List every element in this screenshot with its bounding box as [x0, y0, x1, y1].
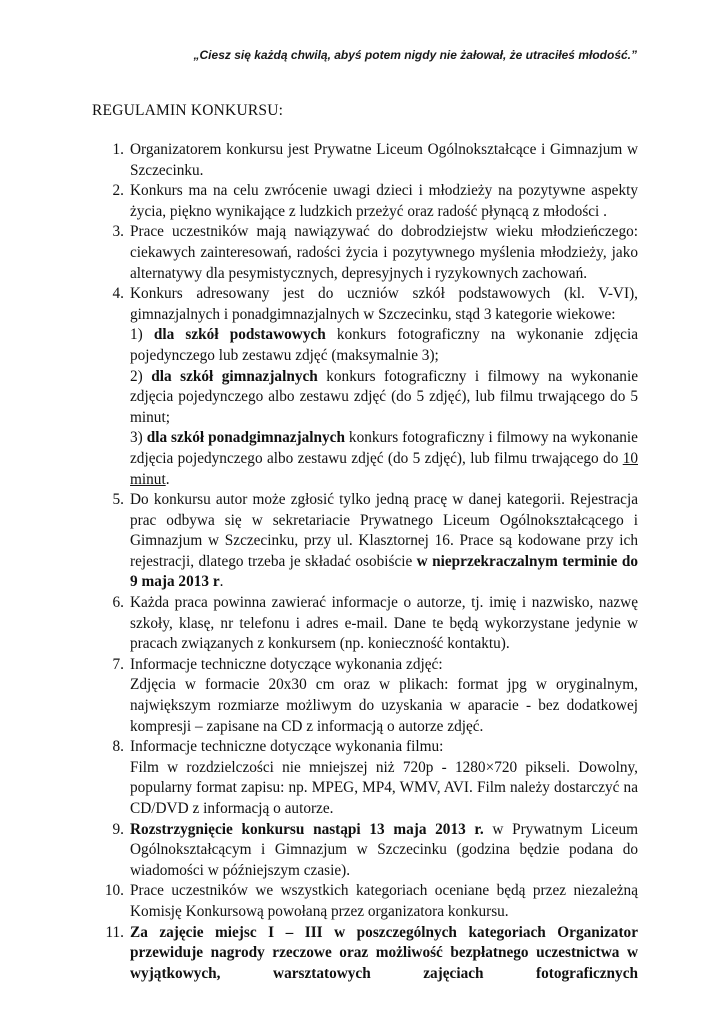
deadline-text: w nieprzekraczalnym terminie do 9 maja 2013 r: [130, 552, 638, 591]
rule-item-10: [92, 881, 638, 922]
category-name: dla szkół ponadgimnazjalnych: [146, 429, 345, 447]
prizes-text: Za zajęcie miejsc I – III w poszczególnych kategoriach Organizator przewiduje nagrody rzeczowe oraz możliwość bezpłatnego uczestnictwa w wyjątkowych, warsztatowych zajęciach fotograficznych: [130, 923, 638, 982]
rules-list: [92, 140, 638, 984]
rule-item-11: [92, 923, 638, 985]
rule-text: Każda praca powinna zawierać informacje o autorze, tj. imię i nazwisko, nazwę szkoły, klasę, nr telefonu i adres e-mail. Dane te będą wykorzystane jedynie w pracach związanych z konkursem (np. konieczność kontaktu).: [130, 594, 638, 653]
category-description: konkurs fotograficzny i filmowy na wykonanie zdjęcia pojedynczego albo zestawu zdjęć (do 5 zdjęć), lub filmu trwającego do 5 minut;: [130, 367, 638, 426]
rule-number: 4.: [112, 285, 124, 303]
rule-item-5: [92, 490, 638, 593]
page-title: REGULAMIN KONKURSU:: [92, 102, 284, 119]
rule-item-3: [92, 222, 638, 284]
rule-number: 3.: [112, 223, 124, 241]
rule-item-2: [92, 181, 638, 222]
category-primary: [130, 325, 638, 366]
category-name: dla szkół gimnazjalnych: [151, 367, 318, 385]
category-description: konkurs fotograficzny na wykonanie zdjęcia pojedynczego lub zestawu zdjęć (maksymalnie 3);: [130, 326, 638, 364]
category-end: .: [165, 470, 170, 488]
rule-item-4: [92, 284, 638, 490]
rule-number: 9.: [112, 820, 124, 838]
rule-number: 5.: [112, 491, 124, 509]
film-requirements: Film w rozdzielczości nie mniejszej niż 720p - 1280×720 pikseli. Dowolny, popularny format zapisu: np. MPEG, MP4, WMV, AVI. Film należy dostarczyć na CD/DVD z informacją o autorze.: [130, 758, 638, 817]
rule-text: Konkurs ma na celu zwrócenie uwagi dzieci i młodzieży na pozytywne aspekty życia, piękno wynikające z ludzkich przeżyć oraz radość płynącą z młodości .: [130, 182, 638, 220]
rule-item-7: [92, 655, 638, 737]
rule-text: Informacje techniczne dotyczące wykonania filmu:: [130, 738, 444, 756]
rule-item-8: [92, 737, 638, 819]
rule-number: 11.: [105, 923, 124, 941]
rule-number: 8.: [112, 738, 124, 756]
rule-text: Prace uczestników we wszystkich kategoriach oceniane będą przez niezależną Komisję Konkursową powołaną przez organizatora konkursu.: [130, 882, 638, 920]
category-index: 3): [130, 429, 147, 447]
category-high-school: [130, 428, 638, 490]
rule-end: .: [219, 573, 224, 591]
rule-number: 2.: [112, 182, 124, 200]
rule-number: 1.: [112, 141, 124, 158]
rule-text: Prace uczestników mają nawiązywać do dobrodziejstw wieku młodzieńczego: ciekawych zainteresowań, radości życia i pozytywnego myślenia młodzieży, jako alternatywy dla pesymistycznych, depresyjnych i ryzykownych zachowań.: [130, 223, 638, 282]
rule-text: [130, 923, 638, 985]
rule-body: Do konkursu autor może zgłosić tylko jedną pracę w danej kategorii. Rejestracja prac odbywa się w sekretariacie Prywatnego Liceum Ogólnokształcącego i Gimnazjum w Szczecinku, przy ul. Klasztornej 16. Prace są kodowane przy ich rejestracji, dlatego trzeba je składać osobiście: [130, 491, 638, 570]
rule-text: [130, 490, 638, 593]
rule-item-1: [92, 140, 638, 181]
results-date: Rozstrzygnięcie konkursu nastąpi 13 maja 2013 r.: [130, 820, 484, 838]
category-name: dla szkół podstawowych: [153, 326, 326, 344]
rule-number: 7.: [112, 655, 124, 673]
rule-item-6: [92, 593, 638, 655]
rule-body: w Prywatnym Liceum Ogólnokształcącym i Gimnazjum w Szczecinku (godzina będzie podana do wiadomości w późniejszym czasie).: [130, 820, 638, 879]
category-middle-school: [130, 367, 638, 429]
photo-requirements: Zdjęcia w formacie 20x30 cm oraz w plikach: format jpg w oryginalnym, największym rozmiarze możliwym do uzyskania w aparacie - bez dodatkowej kompresji – zapisane na CD z informacją o autorze zdjęć.: [130, 676, 638, 735]
rule-number: 6.: [112, 594, 124, 612]
rule-text: Organizatorem konkursu jest Prywatne Liceum Ogólnokształcące i Gimnazjum w Szczecinku.: [130, 141, 638, 179]
motto-quote: „Ciesz się każdą chwilą, abyś potem nigdy nie żałował, że utraciłeś młodość.”: [193, 48, 637, 62]
rule-text: [130, 820, 638, 882]
rule-number: 10.: [104, 882, 124, 900]
rule-text: Konkurs adresowany jest do uczniów szkół podstawowych (kl. V-VI), gimnazjalnych i ponadgimnazjalnych w Szczecinku, stąd 3 kategorie wiekowe:: [130, 285, 638, 323]
category-index: 1): [130, 326, 154, 344]
rule-item-9: [92, 820, 638, 882]
duration-limit: 10 minut: [130, 449, 638, 488]
category-index: 2): [130, 367, 152, 385]
rule-text: Informacje techniczne dotyczące wykonania zdjęć:: [130, 655, 443, 673]
category-description: konkurs fotograficzny i filmowy na wykonanie zdjęcia pojedynczego albo zestawu zdjęć (do 5 zdjęć), lub filmu trwającego do: [130, 429, 638, 467]
